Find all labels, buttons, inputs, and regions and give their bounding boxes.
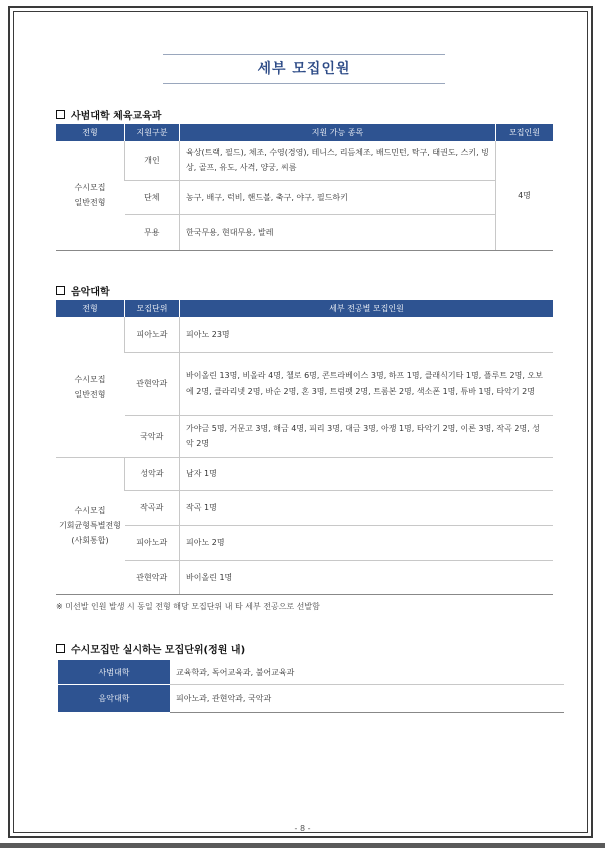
quota-cell: 4명: [496, 141, 554, 250]
category-cell: 개인: [125, 141, 180, 180]
header-detail: 세부 전공별 모집인원: [180, 300, 554, 317]
unit-cell: 국악과: [125, 415, 180, 457]
category-cell: 단체: [125, 180, 180, 214]
header-sports: 지원 가능 종목: [180, 124, 496, 141]
square-bullet-icon: [56, 644, 65, 653]
detail-cell: 가야금 5명, 거문고 3명, 해금 4명, 피리 3명, 대금 3명, 아쟁 1명, 타악기 2명, 이론 3명, 작곡 2명, 성악 2명: [180, 415, 554, 457]
header-admission: 전형: [56, 300, 125, 317]
admission-type-cell: 수시모집 일반전형: [56, 141, 125, 250]
square-bullet-icon: [56, 286, 65, 295]
section3-heading-text: 수시모집만 실시하는 모집단위(정원 내): [71, 645, 246, 656]
category-cell: 무용: [125, 214, 180, 250]
music-table: [56, 300, 553, 595]
sports-cell: 농구, 배구, 럭비, 핸드볼, 축구, 야구, 필드하키: [180, 180, 496, 214]
header-unit: 모집단위: [125, 300, 180, 317]
header-category: 지원구분: [125, 124, 180, 141]
page-title: 세부 모집인원: [257, 61, 351, 77]
detail-cell: 피아노 2명: [180, 525, 554, 560]
college-label: 사범대학: [58, 660, 170, 685]
units-cell: 피아노과, 관현악과, 국악과: [170, 685, 564, 713]
header-quota: 모집인원: [496, 124, 554, 141]
section2-heading-text: 음악대학: [71, 287, 110, 298]
header-admission: 전형: [56, 124, 125, 141]
page-number: - 8 -: [294, 824, 311, 833]
unit-cell: 작곡과: [125, 490, 180, 525]
section1-heading: [56, 107, 161, 122]
section1-heading-text: 사범대학 체육교육과: [71, 111, 162, 122]
admission-type-cell: 수시모집 일반전형: [56, 317, 125, 457]
early-only-table: [58, 660, 564, 713]
bottom-edge: [0, 843, 605, 848]
detail-cell: 작곡 1명: [180, 490, 554, 525]
college-label: 음악대학: [58, 685, 170, 713]
detail-cell: 남자 1명: [180, 457, 554, 490]
sports-table: [56, 124, 553, 251]
page-title-box: [163, 54, 445, 84]
admission-type-cell: 수시모집 기회균형특별전형 (사회통합): [56, 457, 125, 594]
unit-cell: 피아노과: [125, 525, 180, 560]
detail-cell: 바이올린 13명, 비올라 4명, 첼로 6명, 콘트라베이스 3명, 하프 1명, 클래식기타 1명, 플루트 2명, 오보에 2명, 클라리넷 2명, 바순 2명, 혼 3명, 트럼펫 2명, 트롬본 2명, 색소폰 1명, 튜바 1명, 타악기 2명: [180, 352, 554, 415]
unit-cell: 관현악과: [125, 560, 180, 594]
detail-cell: 피아노 23명: [180, 317, 554, 352]
unit-cell: 피아노과: [125, 317, 180, 352]
sports-cell: 한국무용, 현대무용, 발레: [180, 214, 496, 250]
detail-cell: 바이올린 1명: [180, 560, 554, 594]
square-bullet-icon: [56, 110, 65, 119]
sports-cell: 육상(트랙, 필드), 체조, 수영(경영), 테니스, 리듬체조, 배드민턴, 탁구, 태권도, 스키, 빙상, 골프, 유도, 사격, 양궁, 씨름: [180, 141, 496, 180]
section2-heading: [56, 283, 110, 298]
unit-cell: 관현악과: [125, 352, 180, 415]
section3-heading: [56, 641, 245, 656]
unit-cell: 성악과: [125, 457, 180, 490]
units-cell: 교육학과, 독어교육과, 불어교육과: [170, 660, 564, 685]
footnote: ※ 미선발 인원 발생 시 동일 전형 해당 모집단위 내 타 세부 전공으로 선발함: [56, 602, 320, 611]
